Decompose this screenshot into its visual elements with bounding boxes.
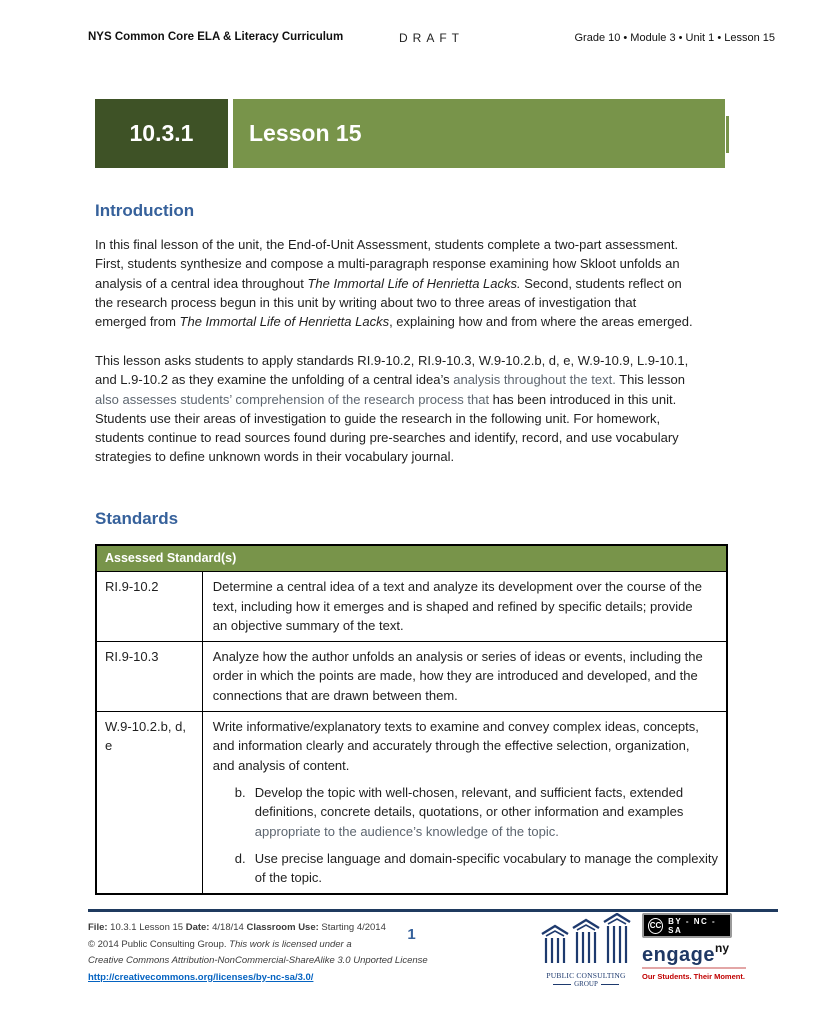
sub-standard-text: Use precise language and domain-specific vocabulary to manage the complexity of the topic. — [254, 850, 718, 886]
public-consulting-group-logo — [540, 913, 632, 988]
pcg-logo-text-group: GROUP — [540, 980, 632, 988]
introduction-paragraph-2: This lesson asks students to apply standards RI.9-10.2, RI.9-10.3, W.9-10.2.b, d, e, W.9-10.9, L.9-10.1, and L.9-10.2 as they examine the unfolding of a central idea’s analysis throughout the text. This lesson also assesses students’ comprehension of the research process that has been introduced in this unit. Students use their areas of investigation to guide the research in the following unit. For homework, students continue to read sources found during pre-searches and identify, record, and use vocabulary strategies to define unknown words in their vocabulary journal. — [95, 353, 689, 465]
lesson-title-box: Lesson 15 — [233, 99, 725, 168]
engageny-logo — [642, 941, 762, 967]
cc-license-text: BY - NC - SA — [668, 916, 717, 935]
engage-wordmark: engage — [642, 944, 716, 966]
introduction-paragraph-1: In this final lesson of the unit, the End-of-Unit Assessment, students complete a two-part assessment. First, students synthesize and compose a multi-paragraph response examining how Skloot unfolds an analysis of a central idea throughout The Immortal Life of Henrietta Lacks. Second, students reflect on the research process begun in this unit by writing about two to three areas of investigation that emerged from The Immortal Life of Henrietta Lacks, explaining how and from where the areas emerged. — [95, 237, 693, 330]
banner-edge-artifact — [726, 116, 729, 153]
footer-rule — [88, 909, 778, 912]
standard-code: RI.9-10.2 — [96, 572, 202, 642]
lesson-banner — [95, 99, 725, 168]
assessed-standards-table — [95, 544, 728, 895]
table-header-row — [96, 545, 727, 572]
section-heading-standards: Standards — [95, 509, 179, 528]
sub-standard-text: Develop the topic with well-chosen, relevant, and sufficient facts, extended definitions, concrete details, quotations, or other information and examples appropriate to the audience’s knowledge of the topic. — [254, 784, 684, 839]
sub-standard-item-d — [235, 849, 718, 888]
table-row — [96, 572, 727, 642]
running-header — [88, 31, 775, 51]
standard-text: Analyze how the author unfolds an analysis or series of ideas or events, including the order in which the points are made, how they are introduced and developed, and the connections that are drawn between them. — [202, 642, 727, 712]
footer-copyright-line: © 2014 Public Consulting Group. This work is licensed under a — [88, 938, 352, 950]
standard-code: W.9-10.2.b, d, e — [96, 712, 202, 895]
standard-intro-text: Write informative/explanatory texts to examine and convey complex ideas, concepts, and information clearly and accurately through the effective selection, organization, and analysis of content. — [212, 719, 699, 773]
table-row — [96, 642, 727, 712]
footer-license-line: Creative Commons Attribution-NonCommercial-ShareAlike 3.0 Unported License — [88, 955, 428, 966]
cc-by-nc-sa-badge — [642, 913, 732, 938]
creative-commons-link[interactable]: http://creativecommons.org/licenses/by-nc-sa/3.0/ — [88, 971, 314, 983]
list-marker: d. — [234, 850, 246, 866]
list-marker: b. — [234, 784, 246, 800]
section-heading-introduction: Introduction — [95, 201, 195, 220]
lesson-code-box: 10.3.1 — [95, 99, 228, 168]
draft-watermark: DRAFT — [399, 31, 464, 45]
standard-text: Determine a central idea of a text and analyze its development over the course of the text, including how it emerges and is shaped and refined by specific details; provide an objective summary of the text. — [202, 572, 727, 642]
curriculum-title: NYS Common Core ELA & Literacy Curriculum — [88, 31, 344, 43]
footer-logos — [540, 913, 790, 988]
engage-rule — [642, 967, 746, 969]
engageny-block — [642, 913, 762, 988]
footer-file-line: File: 10.3.1 Lesson 15 Date: 4/18/14 Classroom Use: Starting 4/2014 — [88, 922, 386, 933]
cc-icon: CC — [648, 918, 663, 934]
engage-tagline: Our Students. Their Moment. — [642, 971, 745, 981]
engage-ny-superscript: ny — [715, 941, 730, 955]
pcg-logo-text: PUBLIC CONSULTING — [546, 971, 626, 980]
table-row — [96, 712, 727, 895]
standard-code: RI.9-10.3 — [96, 642, 202, 712]
grade-module-unit-lesson: Grade 10 • Module 3 • Unit 1 • Lesson 15 — [574, 32, 775, 44]
page-number: 1 — [407, 926, 416, 943]
sub-standard-item-b — [235, 783, 718, 841]
table-header-cell: Assessed Standard(s) — [96, 545, 727, 572]
standard-text — [202, 712, 727, 895]
pcg-columns-icon — [540, 913, 632, 965]
